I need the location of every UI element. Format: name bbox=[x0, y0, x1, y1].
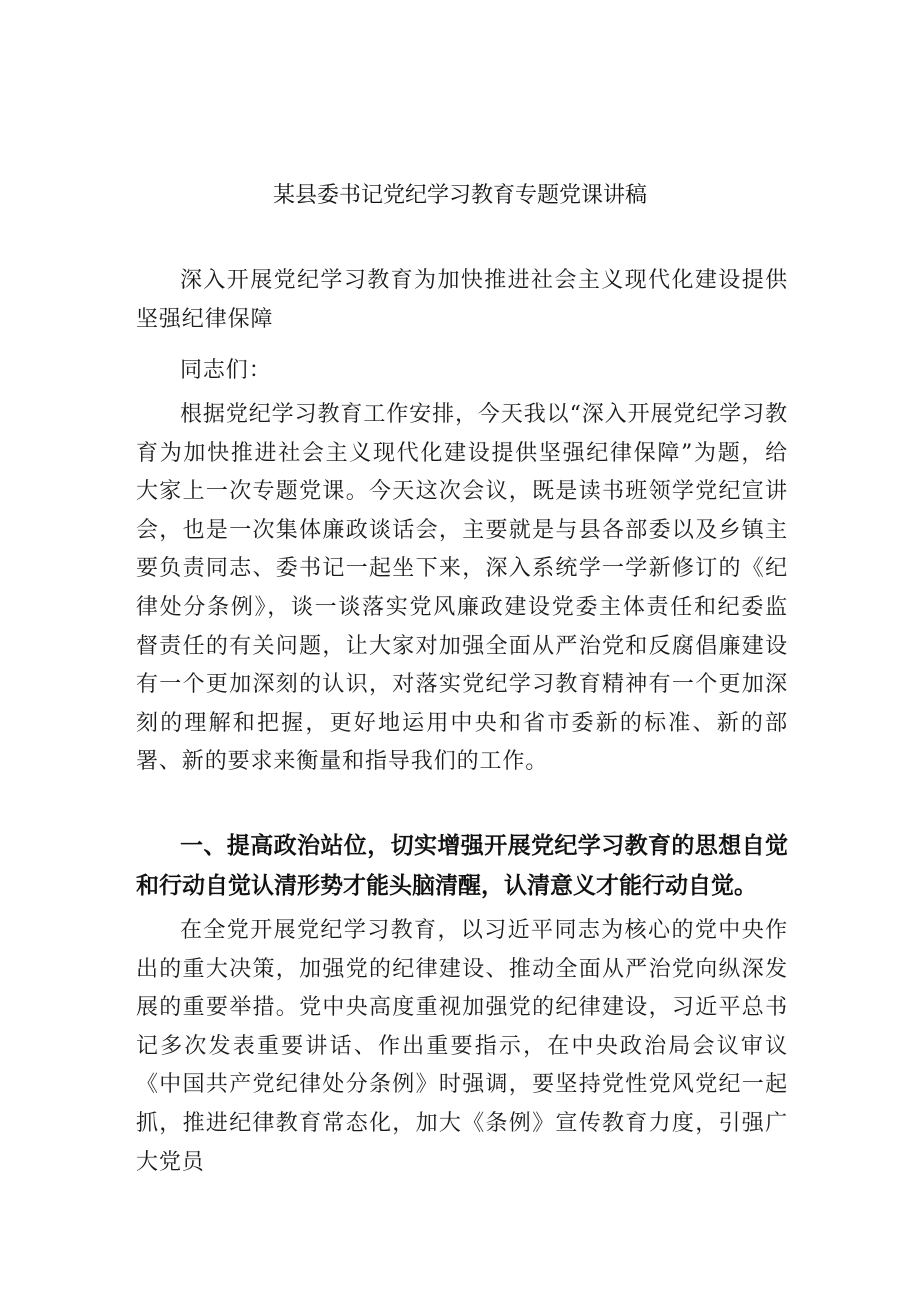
document-title: 某县委书记党纪学习教育专题党课讲稿 bbox=[272, 183, 647, 208]
section1-heading: 一、提高政治站位，切实增强开展党纪学习教育的思想自觉和行动自觉认清形势才能头脑清醒，认清意义才能行动自觉。 bbox=[136, 833, 788, 899]
greeting-text: 同志们： bbox=[180, 358, 272, 383]
subtitle-paragraph: 深入开展党纪学习教育为加快推进社会主义现代化建设提供坚强纪律保障 bbox=[136, 268, 788, 332]
subtitle-block bbox=[136, 262, 788, 339]
section1-paragraph: 在全党开展党纪学习教育，以习近平同志为核心的党中央作出的重大决策，加强党的纪律建设、推动全面从严治党向纵深发展的重要举措。党中央高度重视加强党的纪律建设，习近平总书记多次发表重要讲话、作出重要指示，在中央政治局会议审议《中国共产党纪律处分条例》时强调，要坚持党性党风党纪一起抓，推进纪律教育常态化，加大《条例》宣传教育力度，引强广大党员 bbox=[136, 918, 788, 1175]
section1-block bbox=[136, 912, 788, 1182]
section1-heading-block bbox=[136, 826, 788, 906]
intro-paragraph: 根据党纪学习教育工作安排，今天我以“深入开展党纪学习教育为加快推进社会主义现代化建设提供坚强纪律保障”为题，给大家上一次专题党课。今天这次会议，既是读书班领学党纪宣讲会，也是一次集体廉政谈话会，主要就是与县各部委以及乡镇主要负责同志、委书记一起坐下来，深入系统学一学新修订的《纪律处分条例》，谈一谈落实党风廉政建设党委主体责任和纪委监督责任的有关问题，让大家对加强全面从严治党和反腐倡廉建设有一个更加深刻的认识，对落实党纪学习教育精神有一个更加深刻的理解和把握，更好地运用中央和省市委新的标准、新的部署、新的要求来衡量和指导我们的工作。 bbox=[136, 402, 788, 775]
greeting-block bbox=[136, 352, 788, 391]
intro-block bbox=[136, 396, 788, 782]
